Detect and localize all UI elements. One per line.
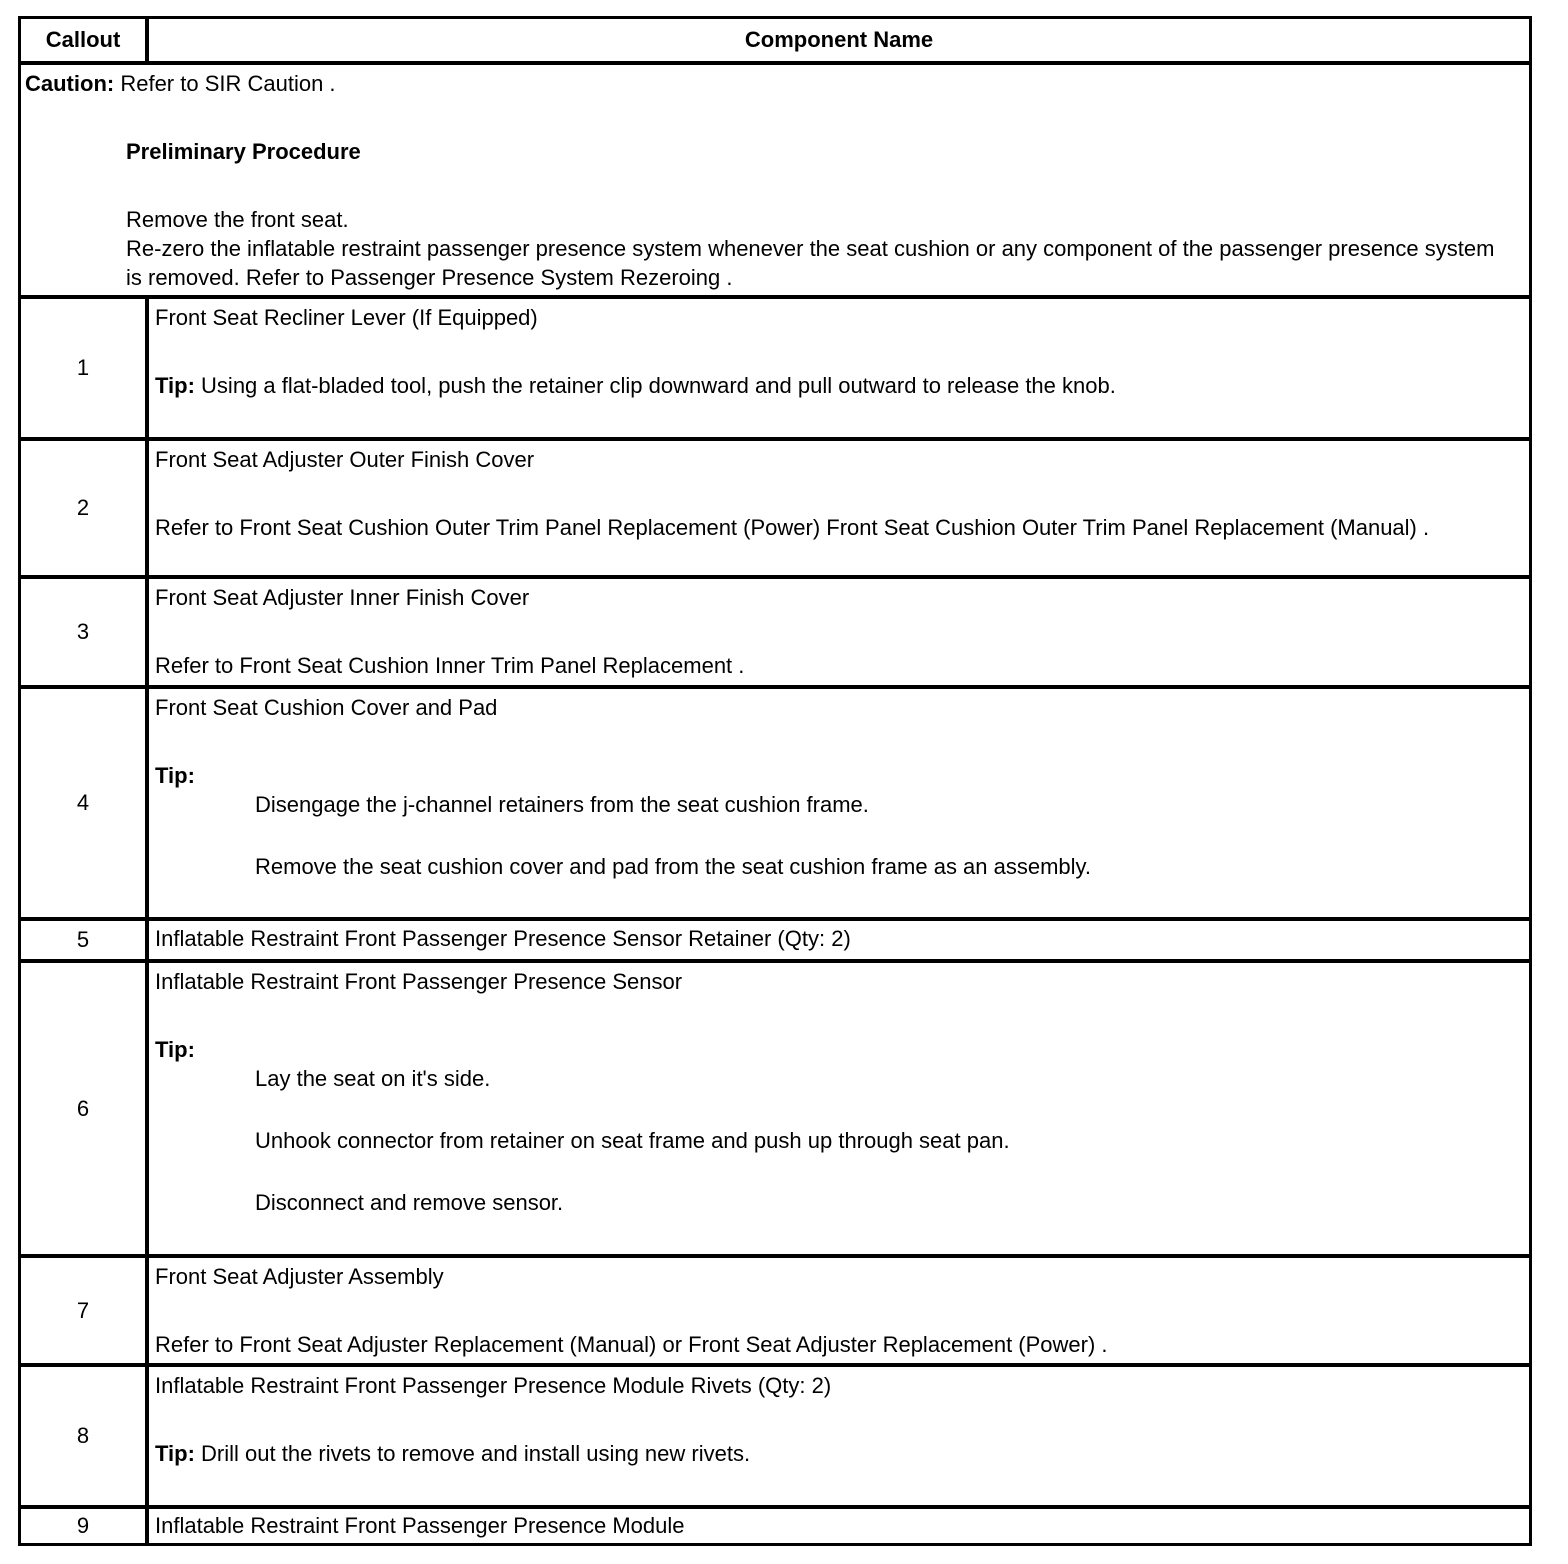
component-cell	[149, 1509, 1529, 1543]
preliminary-step: Re-zero the inflatable restraint passenger presence system whenever the seat cushion or any component of the passenger presence system is removed. Refer to Passenger Presence System Rezeroing .	[126, 236, 1495, 290]
tip-label: Tip:	[155, 373, 195, 398]
component-name: Front Seat Adjuster Outer Finish Cover	[155, 447, 535, 472]
component-name: Front Seat Recliner Lever (If Equipped)	[155, 305, 538, 330]
tip-item: Unhook connector from retainer on seat frame and push up through seat pan.	[255, 1128, 1010, 1153]
tip-item: Disengage the j-channel retainers from the seat cushion frame.	[255, 792, 869, 817]
component-name: Front Seat Adjuster Inner Finish Cover	[155, 585, 530, 610]
component-note: Refer to Front Seat Adjuster Replacement (Manual) or Front Seat Adjuster Replacement (Power) .	[155, 1332, 1108, 1357]
callout-cell: 7	[21, 1258, 149, 1363]
callout-cell: 4	[21, 689, 149, 917]
tip-text: Using a flat-bladed tool, push the retainer clip downward and pull outward to release the knob.	[201, 373, 1116, 398]
callout-cell: 2	[21, 441, 149, 575]
caution-block	[21, 61, 1529, 295]
component-name: Inflatable Restraint Front Passenger Presence Module	[155, 1513, 685, 1538]
caution-line	[25, 69, 336, 98]
component-cell	[149, 689, 1529, 917]
procedure-table	[18, 16, 1532, 1546]
component-cell	[149, 441, 1529, 575]
callout-cell: 9	[21, 1509, 149, 1543]
callout-cell: 5	[21, 921, 149, 959]
tip-item: Lay the seat on it's side.	[255, 1066, 491, 1091]
component-name: Inflatable Restraint Front Passenger Presence Module Rivets (Qty: 2)	[155, 1373, 832, 1398]
table-row	[21, 437, 1529, 575]
component-name: Front Seat Adjuster Assembly	[155, 1264, 444, 1289]
component-cell	[149, 1367, 1529, 1505]
table-row	[21, 1363, 1529, 1505]
callout-cell: 6	[21, 963, 149, 1254]
callout-cell: 8	[21, 1367, 149, 1505]
component-name: Inflatable Restraint Front Passenger Presence Sensor	[155, 969, 683, 994]
preliminary-step: Remove the front seat.	[126, 207, 349, 232]
component-cell	[149, 921, 1529, 959]
table-row	[21, 685, 1529, 917]
component-note: Refer to Front Seat Cushion Inner Trim Panel Replacement .	[155, 653, 745, 678]
caution-text: Refer to SIR Caution .	[120, 71, 336, 96]
table-row	[21, 1254, 1529, 1363]
component-cell	[149, 1258, 1529, 1363]
callout-header: Callout	[21, 19, 149, 61]
tip-label: Tip:	[155, 1441, 195, 1466]
caution-label: Caution:	[25, 71, 115, 96]
table-row	[21, 917, 1529, 959]
tip-label: Tip:	[155, 763, 195, 788]
tip-item: Remove the seat cushion cover and pad from the seat cushion frame as an assembly.	[255, 854, 1092, 879]
preliminary-heading: Preliminary Procedure	[126, 139, 361, 164]
component-name: Front Seat Cushion Cover and Pad	[155, 695, 498, 720]
component-name-header: Component Name	[744, 27, 934, 52]
tip-label: Tip:	[155, 1037, 195, 1062]
tip-line	[155, 1439, 750, 1468]
component-name: Inflatable Restraint Front Passenger Presence Sensor Retainer (Qty: 2)	[155, 926, 851, 951]
callout-cell: 1	[21, 299, 149, 437]
component-note: Refer to Front Seat Cushion Outer Trim Panel Replacement (Power) Front Seat Cushion Outer Trim Panel Replacement (Manual) .	[155, 515, 1430, 540]
tip-line	[155, 371, 1116, 400]
table-header	[21, 19, 1529, 61]
table-row	[21, 575, 1529, 685]
callout-cell: 3	[21, 579, 149, 685]
tip-text: Drill out the rivets to remove and install using new rivets.	[201, 1441, 751, 1466]
component-cell	[149, 299, 1529, 437]
component-cell	[149, 963, 1529, 1254]
table-row	[21, 1505, 1529, 1543]
table-row	[21, 959, 1529, 1254]
table-row	[21, 295, 1529, 437]
component-cell	[149, 579, 1529, 685]
tip-item: Disconnect and remove sensor.	[255, 1190, 564, 1215]
